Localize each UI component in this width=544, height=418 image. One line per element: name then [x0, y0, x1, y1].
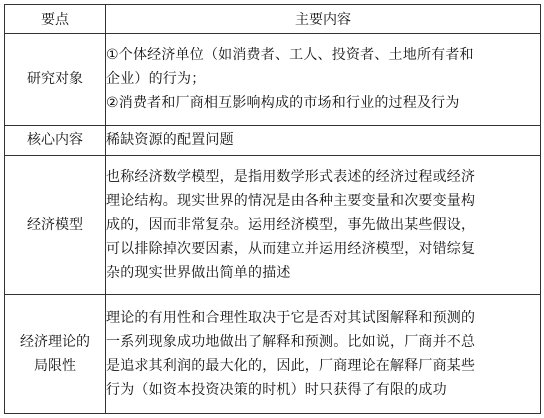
table-row [5, 155, 541, 294]
header-content-column: 主要内容 [106, 5, 541, 34]
key-line: 局限性 [34, 358, 76, 375]
row-content [106, 155, 541, 294]
content-line: ①个体经济单位（如消费者、工人、投资者、土地所有者和 [106, 47, 474, 64]
content-line: 企业）的行为； [106, 71, 206, 88]
content-line: ②消费者和厂商相互影响构成的市场和行业的过程及行为 [106, 95, 460, 112]
key-line: 经济理论的 [20, 334, 90, 351]
content-line: 行为（如资本投资决策的时机）时只获得了有限的成功 [106, 382, 447, 399]
content-line: 稀缺资源的配置问题 [106, 132, 234, 149]
row-key [5, 295, 106, 414]
content-line: 可以排除掉次要因素，从而建立并运用经济模型，对错综复 [106, 241, 476, 258]
row-content [106, 295, 541, 414]
content-line: 理论的有用性和合理性取决于它是否对其试图解释和预测的 [106, 310, 476, 327]
summary-table [4, 4, 541, 414]
header-key-column: 要点 [5, 5, 106, 34]
row-content [106, 125, 541, 155]
row-key: 研究对象 [5, 34, 106, 126]
content-line: 也称经济数学模型，是指用数学形式表述的经济过程或经济 [106, 169, 476, 186]
content-line: 理论结构。现实世界的情况是由各种主要变量和次要变量构 [106, 193, 476, 210]
row-key: 核心内容 [5, 125, 106, 155]
table-row [5, 125, 541, 155]
content-line: 杂的现实世界做出简单的描述 [106, 265, 291, 282]
content-line: 是追求其利润的最大化的，因此，厂商理论在解释厂商某些 [106, 358, 476, 375]
content-line: 成的，因而非常复杂。运用经济模型，事先做出某些假设， [106, 217, 476, 234]
content-line: 一系列现象成功地做出了解释和预测。比如说，厂商并不总 [106, 334, 476, 351]
row-key: 经济模型 [5, 155, 106, 294]
table-row [5, 295, 541, 414]
table-header-row [5, 5, 541, 34]
table-row [5, 34, 541, 126]
row-content [106, 34, 541, 126]
